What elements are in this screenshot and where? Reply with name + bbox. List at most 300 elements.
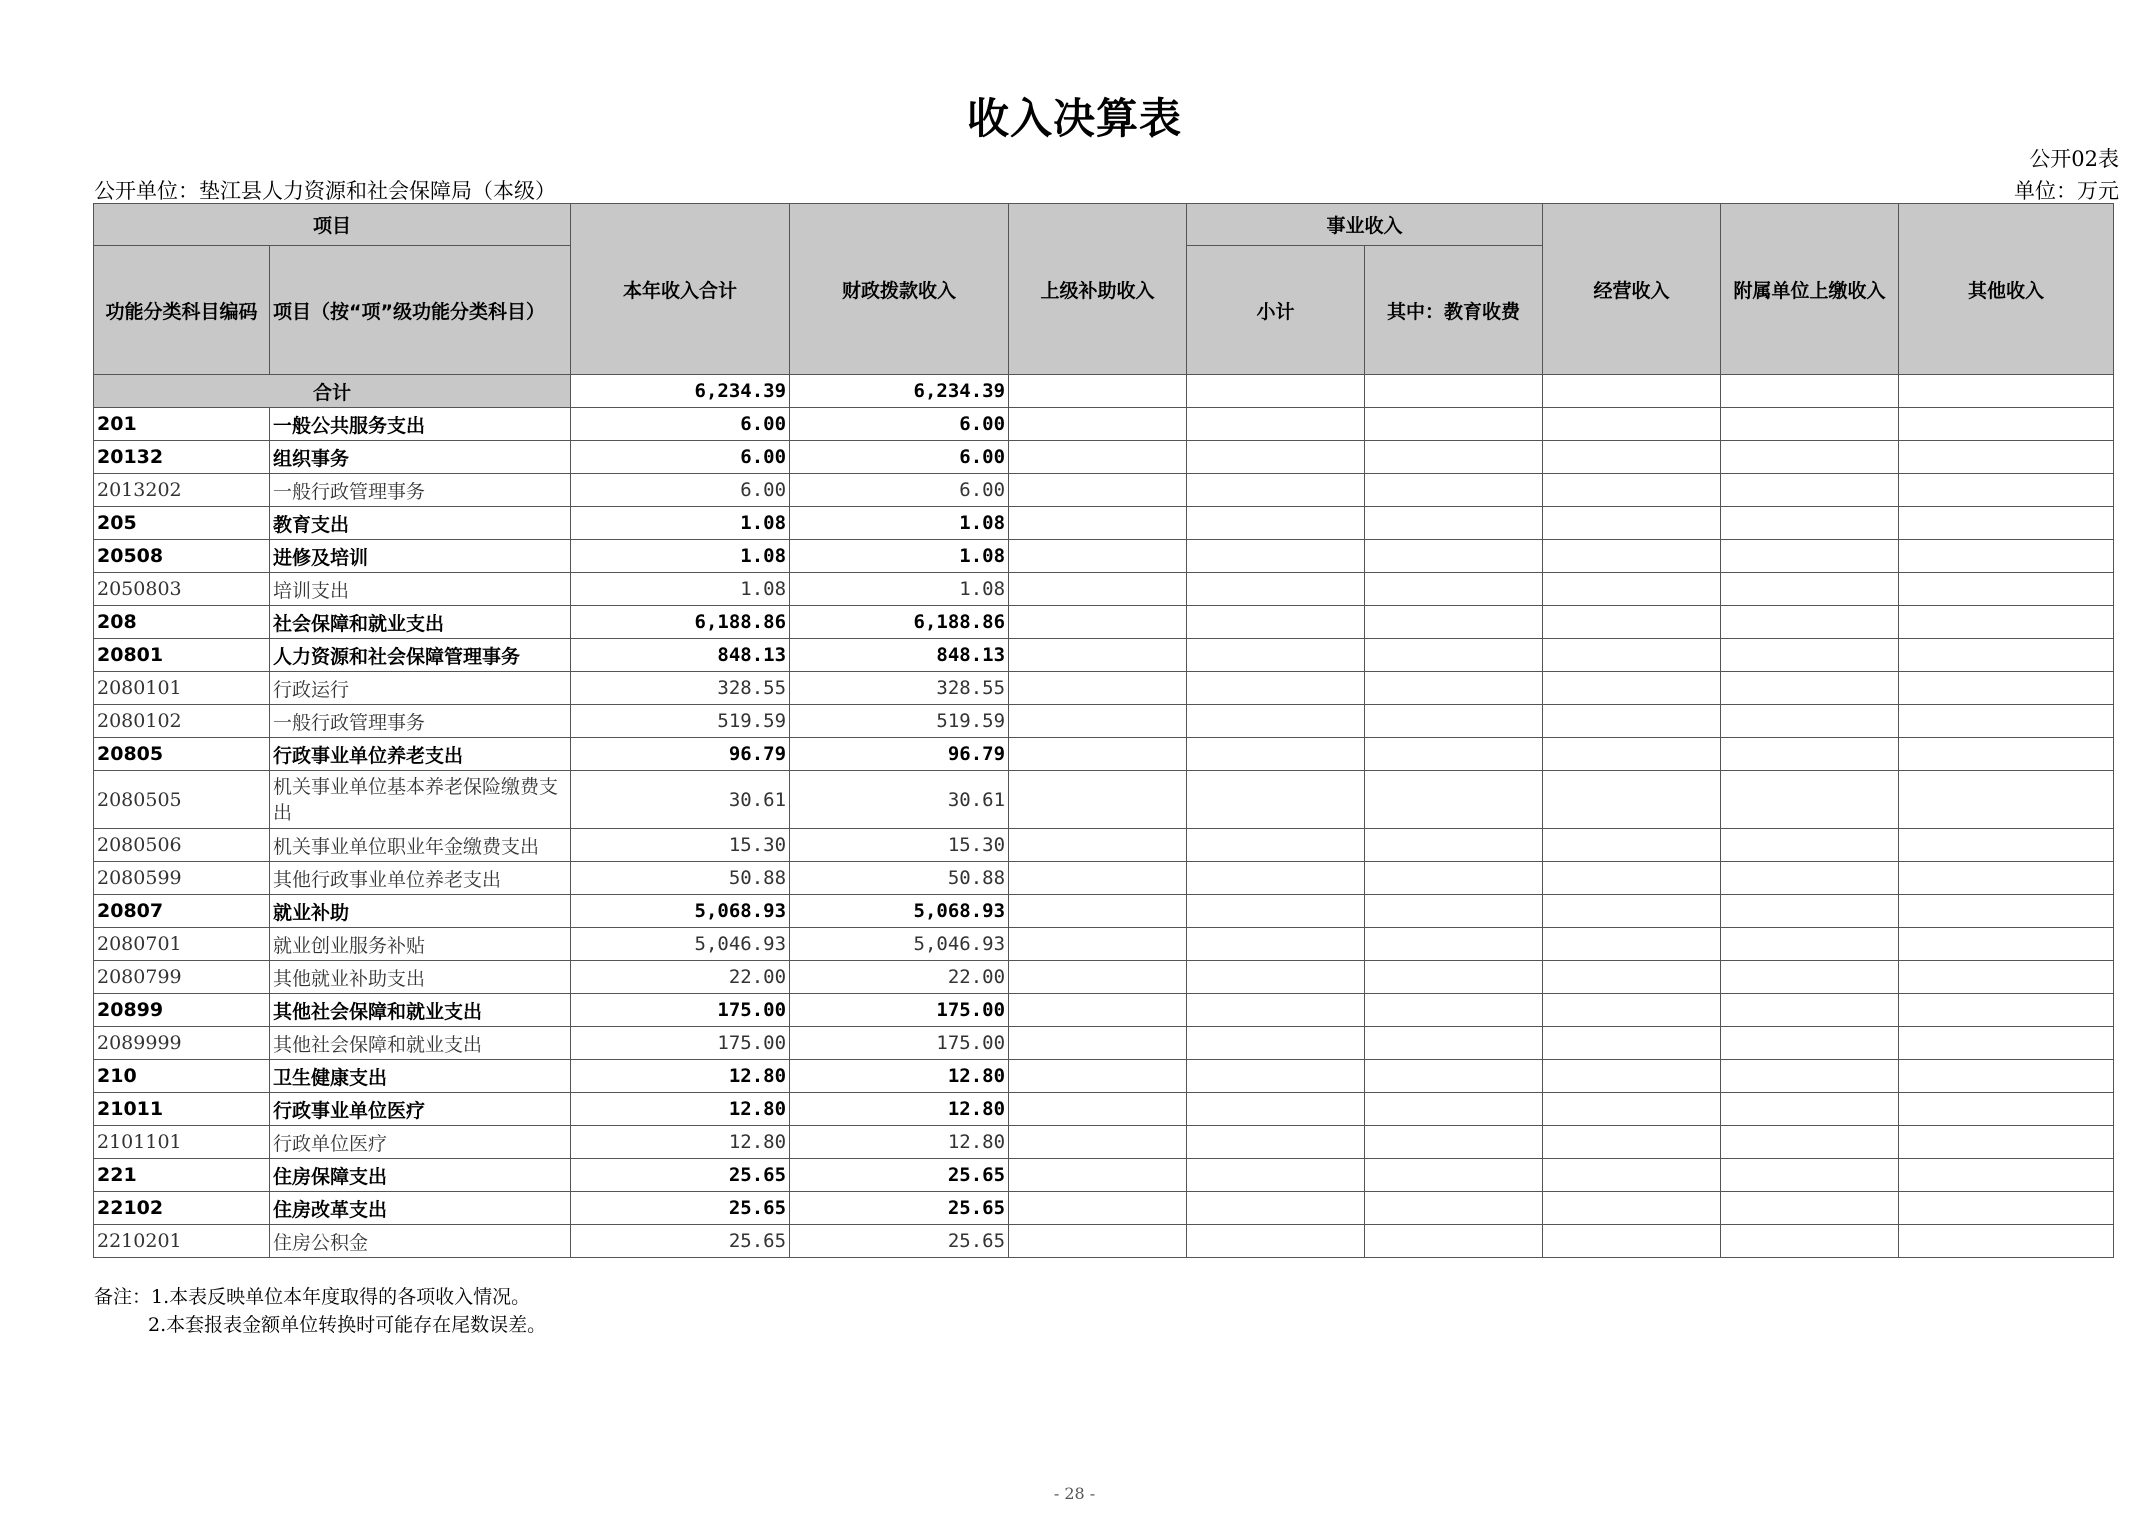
row-fiscal: 15.30 xyxy=(790,829,1009,862)
table-row xyxy=(94,1159,2114,1192)
row-name: 住房公积金 xyxy=(270,1225,571,1258)
empty-cell xyxy=(1543,1093,1721,1126)
empty-cell xyxy=(1721,441,1899,474)
empty-cell xyxy=(1365,540,1543,573)
empty-cell xyxy=(1899,540,2114,573)
row-total: 519.59 xyxy=(571,705,790,738)
row-name: 其他社会保障和就业支出 xyxy=(270,994,571,1027)
empty-cell xyxy=(1721,573,1899,606)
row-code: 2080599 xyxy=(94,862,270,895)
row-code: 20132 xyxy=(94,441,270,474)
empty-cell xyxy=(1543,474,1721,507)
form-number: 公开02表 xyxy=(2029,147,2119,171)
row-total: 12.80 xyxy=(571,1093,790,1126)
empty-cell xyxy=(1009,408,1187,441)
header-code: 功能分类科目编码 xyxy=(94,246,270,375)
empty-cell xyxy=(1009,705,1187,738)
row-code: 201 xyxy=(94,408,270,441)
table-row xyxy=(94,771,2114,829)
row-name: 行政单位医疗 xyxy=(270,1126,571,1159)
empty-cell xyxy=(1721,738,1899,771)
empty-cell xyxy=(1187,1093,1365,1126)
empty-cell xyxy=(1543,829,1721,862)
row-total: 5,046.93 xyxy=(571,928,790,961)
row-name: 一般公共服务支出 xyxy=(270,408,571,441)
empty-cell xyxy=(1009,862,1187,895)
table-row xyxy=(94,573,2114,606)
empty-cell xyxy=(1721,540,1899,573)
empty-cell xyxy=(1543,639,1721,672)
empty-cell xyxy=(1365,1225,1543,1258)
row-name: 住房保障支出 xyxy=(270,1159,571,1192)
empty-cell xyxy=(1365,1093,1543,1126)
row-name: 行政运行 xyxy=(270,672,571,705)
row-fiscal: 25.65 xyxy=(790,1192,1009,1225)
empty-cell xyxy=(1543,928,1721,961)
empty-cell xyxy=(1543,1159,1721,1192)
empty-cell xyxy=(1721,474,1899,507)
header-career: 事业收入 xyxy=(1187,204,1543,246)
row-fiscal: 1.08 xyxy=(790,573,1009,606)
row-fiscal: 30.61 xyxy=(790,771,1009,829)
header-total: 本年收入合计 xyxy=(571,204,790,375)
row-total: 175.00 xyxy=(571,994,790,1027)
empty-cell xyxy=(1365,705,1543,738)
empty-cell xyxy=(1009,1027,1187,1060)
empty-cell xyxy=(1365,994,1543,1027)
table-row xyxy=(94,994,2114,1027)
row-total: 848.13 xyxy=(571,639,790,672)
row-code: 210 xyxy=(94,1060,270,1093)
empty-cell xyxy=(1543,540,1721,573)
empty-cell xyxy=(1187,829,1365,862)
empty-cell xyxy=(1187,540,1365,573)
row-name: 机关事业单位基本养老保险缴费支出 xyxy=(270,771,571,829)
header-edu: 其中：教育收费 xyxy=(1365,246,1543,375)
empty-cell xyxy=(1365,829,1543,862)
empty-cell xyxy=(1721,1192,1899,1225)
row-name: 就业创业服务补贴 xyxy=(270,928,571,961)
table-row xyxy=(94,1225,2114,1258)
empty-cell xyxy=(1187,408,1365,441)
row-total: 5,068.93 xyxy=(571,895,790,928)
empty-cell xyxy=(1899,895,2114,928)
row-fiscal: 6.00 xyxy=(790,474,1009,507)
empty-cell xyxy=(1543,1027,1721,1060)
row-code: 208 xyxy=(94,606,270,639)
empty-cell xyxy=(1009,1126,1187,1159)
empty-cell xyxy=(1365,672,1543,705)
row-name: 一般行政管理事务 xyxy=(270,705,571,738)
empty-cell xyxy=(1543,771,1721,829)
empty-cell xyxy=(1899,639,2114,672)
header-operating: 经营收入 xyxy=(1543,204,1721,375)
table-row xyxy=(94,1192,2114,1225)
row-fiscal: 6,188.86 xyxy=(790,606,1009,639)
empty-cell xyxy=(1899,1192,2114,1225)
empty-cell xyxy=(1543,994,1721,1027)
row-total: 1.08 xyxy=(571,540,790,573)
table-row xyxy=(94,606,2114,639)
empty-cell xyxy=(1187,1126,1365,1159)
empty-cell xyxy=(1009,441,1187,474)
row-name: 机关事业单位职业年金缴费支出 xyxy=(270,829,571,862)
empty-cell xyxy=(1899,1126,2114,1159)
note-1: 备注：1.本表反映单位本年度取得的各项收入情况。 xyxy=(94,1286,531,1308)
row-code: 2089999 xyxy=(94,1027,270,1060)
row-total: 1.08 xyxy=(571,507,790,540)
row-total: 6,188.86 xyxy=(571,606,790,639)
empty-cell xyxy=(1009,994,1187,1027)
row-total: 25.65 xyxy=(571,1159,790,1192)
empty-cell xyxy=(1899,928,2114,961)
row-total: 328.55 xyxy=(571,672,790,705)
empty-cell xyxy=(1009,507,1187,540)
empty-cell xyxy=(1899,738,2114,771)
notes xyxy=(94,1283,546,1339)
row-name: 教育支出 xyxy=(270,507,571,540)
empty-cell xyxy=(1899,829,2114,862)
row-name: 行政事业单位医疗 xyxy=(270,1093,571,1126)
row-total: 50.88 xyxy=(571,862,790,895)
empty-cell xyxy=(1365,1159,1543,1192)
empty-cell xyxy=(1009,672,1187,705)
empty-cell xyxy=(1009,961,1187,994)
row-fiscal: 96.79 xyxy=(790,738,1009,771)
empty-cell xyxy=(1187,507,1365,540)
header-fiscal: 财政拨款收入 xyxy=(790,204,1009,375)
empty-cell xyxy=(1899,441,2114,474)
table-row xyxy=(94,928,2114,961)
row-fiscal: 22.00 xyxy=(790,961,1009,994)
total-amount: 6,234.39 xyxy=(571,375,790,408)
row-total: 22.00 xyxy=(571,961,790,994)
empty-cell xyxy=(1543,1192,1721,1225)
row-total: 6.00 xyxy=(571,474,790,507)
empty-cell xyxy=(1365,606,1543,639)
row-total: 1.08 xyxy=(571,573,790,606)
header-affiliated: 附属单位上缴收入 xyxy=(1721,204,1899,375)
table-row xyxy=(94,441,2114,474)
row-name: 一般行政管理事务 xyxy=(270,474,571,507)
empty-cell xyxy=(1187,573,1365,606)
row-name: 行政事业单位养老支出 xyxy=(270,738,571,771)
row-fiscal: 12.80 xyxy=(790,1093,1009,1126)
row-fiscal: 12.80 xyxy=(790,1060,1009,1093)
empty-cell xyxy=(1009,895,1187,928)
empty-cell xyxy=(1721,994,1899,1027)
row-total: 25.65 xyxy=(571,1225,790,1258)
note-2: 2.本套报表金额单位转换时可能存在尾数误差。 xyxy=(148,1314,547,1336)
empty-cell xyxy=(1009,1192,1187,1225)
empty-cell xyxy=(1009,829,1187,862)
row-fiscal: 6.00 xyxy=(790,441,1009,474)
table-row xyxy=(94,672,2114,705)
empty-cell xyxy=(1721,408,1899,441)
row-total: 15.30 xyxy=(571,829,790,862)
row-code: 221 xyxy=(94,1159,270,1192)
row-fiscal: 175.00 xyxy=(790,1027,1009,1060)
header-project: 项目 xyxy=(94,204,571,246)
empty-cell xyxy=(1543,862,1721,895)
row-fiscal: 519.59 xyxy=(790,705,1009,738)
row-total: 175.00 xyxy=(571,1027,790,1060)
row-name: 就业补助 xyxy=(270,895,571,928)
row-total: 30.61 xyxy=(571,771,790,829)
empty-cell xyxy=(1365,738,1543,771)
total-row xyxy=(94,375,2114,408)
table-row xyxy=(94,961,2114,994)
row-name: 人力资源和社会保障管理事务 xyxy=(270,639,571,672)
empty-cell xyxy=(1365,928,1543,961)
row-fiscal: 25.65 xyxy=(790,1159,1009,1192)
empty-cell xyxy=(1187,1225,1365,1258)
row-name: 其他行政事业单位养老支出 xyxy=(270,862,571,895)
empty-cell xyxy=(1721,1159,1899,1192)
empty-cell xyxy=(1721,1027,1899,1060)
table-row xyxy=(94,639,2114,672)
table-row xyxy=(94,1126,2114,1159)
row-fiscal: 1.08 xyxy=(790,507,1009,540)
empty-cell xyxy=(1187,441,1365,474)
empty-cell xyxy=(1721,961,1899,994)
empty-cell xyxy=(1899,1225,2114,1258)
empty-cell xyxy=(1899,573,2114,606)
empty-cell xyxy=(1187,606,1365,639)
row-name: 社会保障和就业支出 xyxy=(270,606,571,639)
row-code: 205 xyxy=(94,507,270,540)
empty-cell xyxy=(1721,639,1899,672)
empty-cell xyxy=(1899,961,2114,994)
empty-cell xyxy=(1899,1159,2114,1192)
empty-cell xyxy=(1899,507,2114,540)
empty-cell xyxy=(1187,895,1365,928)
empty-cell xyxy=(1721,895,1899,928)
header-name: 项目（按“项”级功能分类科目） xyxy=(270,246,571,375)
row-code: 2080102 xyxy=(94,705,270,738)
empty-cell xyxy=(1899,606,2114,639)
empty-cell xyxy=(1543,1225,1721,1258)
table-row xyxy=(94,1060,2114,1093)
row-code: 20508 xyxy=(94,540,270,573)
empty-cell xyxy=(1543,408,1721,441)
row-code: 2050803 xyxy=(94,573,270,606)
empty-cell xyxy=(1899,705,2114,738)
empty-cell xyxy=(1187,928,1365,961)
empty-cell xyxy=(1009,738,1187,771)
empty-cell xyxy=(1721,862,1899,895)
empty-cell xyxy=(1899,1060,2114,1093)
empty-cell xyxy=(1187,1027,1365,1060)
empty-cell xyxy=(1365,573,1543,606)
empty-cell xyxy=(1365,862,1543,895)
empty-cell xyxy=(1543,1060,1721,1093)
empty-cell xyxy=(1899,672,2114,705)
empty-cell xyxy=(1899,994,2114,1027)
empty-cell xyxy=(1187,705,1365,738)
row-name: 住房改革支出 xyxy=(270,1192,571,1225)
table-row xyxy=(94,1027,2114,1060)
row-code: 20801 xyxy=(94,639,270,672)
row-name: 其他社会保障和就业支出 xyxy=(270,1027,571,1060)
empty-cell xyxy=(1009,573,1187,606)
empty-cell xyxy=(1009,1093,1187,1126)
empty-cell xyxy=(1187,639,1365,672)
empty-cell xyxy=(1187,771,1365,829)
total-fiscal: 6,234.39 xyxy=(790,375,1009,408)
empty-cell xyxy=(1721,507,1899,540)
header-subtotal: 小计 xyxy=(1187,246,1365,375)
empty-cell xyxy=(1721,1225,1899,1258)
table-row xyxy=(94,474,2114,507)
row-total: 6.00 xyxy=(571,408,790,441)
empty-cell xyxy=(1721,1126,1899,1159)
empty-cell xyxy=(1543,705,1721,738)
row-fiscal: 50.88 xyxy=(790,862,1009,895)
empty-cell xyxy=(1543,507,1721,540)
empty-cell xyxy=(1365,1192,1543,1225)
empty-cell xyxy=(1721,705,1899,738)
row-fiscal: 12.80 xyxy=(790,1126,1009,1159)
empty-cell xyxy=(1187,1192,1365,1225)
empty-cell xyxy=(1543,1126,1721,1159)
row-code: 2080101 xyxy=(94,672,270,705)
empty-cell xyxy=(1721,1060,1899,1093)
row-fiscal: 6.00 xyxy=(790,408,1009,441)
row-code: 2013202 xyxy=(94,474,270,507)
row-code: 22102 xyxy=(94,1192,270,1225)
empty-cell xyxy=(1365,474,1543,507)
empty-cell xyxy=(1187,672,1365,705)
row-fiscal: 848.13 xyxy=(790,639,1009,672)
row-code: 2080799 xyxy=(94,961,270,994)
table-row xyxy=(94,862,2114,895)
empty-cell xyxy=(1721,928,1899,961)
empty-cell xyxy=(1009,1225,1187,1258)
currency-unit: 单位：万元 xyxy=(2014,179,2119,203)
empty-cell xyxy=(1543,895,1721,928)
empty-cell xyxy=(1543,738,1721,771)
row-code: 20807 xyxy=(94,895,270,928)
empty-cell xyxy=(1899,474,2114,507)
empty-cell xyxy=(1009,540,1187,573)
empty-cell xyxy=(1187,862,1365,895)
empty-cell xyxy=(1365,639,1543,672)
empty-cell xyxy=(1721,606,1899,639)
empty-cell xyxy=(1543,573,1721,606)
table-row xyxy=(94,895,2114,928)
row-code: 2101101 xyxy=(94,1126,270,1159)
empty-cell xyxy=(1899,1027,2114,1060)
row-code: 2080701 xyxy=(94,928,270,961)
row-name: 组织事务 xyxy=(270,441,571,474)
empty-cell xyxy=(1187,738,1365,771)
table-row xyxy=(94,540,2114,573)
row-code: 20899 xyxy=(94,994,270,1027)
empty-cell xyxy=(1009,606,1187,639)
table-row xyxy=(94,1093,2114,1126)
empty-cell xyxy=(1721,672,1899,705)
row-total: 6.00 xyxy=(571,441,790,474)
row-total: 96.79 xyxy=(571,738,790,771)
empty-cell xyxy=(1899,862,2114,895)
empty-cell xyxy=(1543,441,1721,474)
row-fiscal: 25.65 xyxy=(790,1225,1009,1258)
row-total: 12.80 xyxy=(571,1060,790,1093)
empty-cell xyxy=(1009,1060,1187,1093)
table-row xyxy=(94,507,2114,540)
row-total: 25.65 xyxy=(571,1192,790,1225)
empty-cell xyxy=(1009,928,1187,961)
empty-cell xyxy=(1009,639,1187,672)
empty-cell xyxy=(1187,994,1365,1027)
row-code: 2080505 xyxy=(94,771,270,829)
row-name: 其他就业补助支出 xyxy=(270,961,571,994)
header-superior: 上级补助收入 xyxy=(1009,204,1187,375)
empty-cell xyxy=(1899,771,2114,829)
row-code: 2210201 xyxy=(94,1225,270,1258)
empty-cell xyxy=(1187,474,1365,507)
reporting-unit: 公开单位：垫江县人力资源和社会保障局（本级） xyxy=(94,179,556,203)
row-code: 21011 xyxy=(94,1093,270,1126)
income-table xyxy=(93,203,2114,1258)
row-fiscal: 1.08 xyxy=(790,540,1009,573)
row-fiscal: 328.55 xyxy=(790,672,1009,705)
empty-cell xyxy=(1543,961,1721,994)
empty-cell xyxy=(1365,441,1543,474)
row-name: 进修及培训 xyxy=(270,540,571,573)
page-number: - 28 - xyxy=(1053,1484,1096,1503)
empty-cell xyxy=(1365,895,1543,928)
empty-cell xyxy=(1899,408,2114,441)
empty-cell xyxy=(1365,961,1543,994)
empty-cell xyxy=(1721,829,1899,862)
empty-cell xyxy=(1009,771,1187,829)
empty-cell xyxy=(1187,1060,1365,1093)
row-name: 卫生健康支出 xyxy=(270,1060,571,1093)
empty-cell xyxy=(1365,408,1543,441)
total-label: 合计 xyxy=(94,375,571,408)
table-row xyxy=(94,738,2114,771)
empty-cell xyxy=(1899,1093,2114,1126)
empty-cell xyxy=(1365,771,1543,829)
empty-cell xyxy=(1009,474,1187,507)
row-name: 培训支出 xyxy=(270,573,571,606)
row-code: 2080506 xyxy=(94,829,270,862)
row-fiscal: 175.00 xyxy=(790,994,1009,1027)
row-code: 20805 xyxy=(94,738,270,771)
table-row xyxy=(94,829,2114,862)
empty-cell xyxy=(1543,606,1721,639)
table-row xyxy=(94,705,2114,738)
row-fiscal: 5,068.93 xyxy=(790,895,1009,928)
empty-cell xyxy=(1365,1027,1543,1060)
header-other: 其他收入 xyxy=(1899,204,2114,375)
empty-cell xyxy=(1187,961,1365,994)
empty-cell xyxy=(1365,507,1543,540)
empty-cell xyxy=(1187,1159,1365,1192)
empty-cell xyxy=(1721,1093,1899,1126)
table-row xyxy=(94,408,2114,441)
empty-cell xyxy=(1009,1159,1187,1192)
row-total: 12.80 xyxy=(571,1126,790,1159)
page-title: 收入决算表 xyxy=(966,94,1182,143)
empty-cell xyxy=(1721,771,1899,829)
empty-cell xyxy=(1543,672,1721,705)
empty-cell xyxy=(1365,1126,1543,1159)
empty-cell xyxy=(1365,1060,1543,1093)
row-fiscal: 5,046.93 xyxy=(790,928,1009,961)
